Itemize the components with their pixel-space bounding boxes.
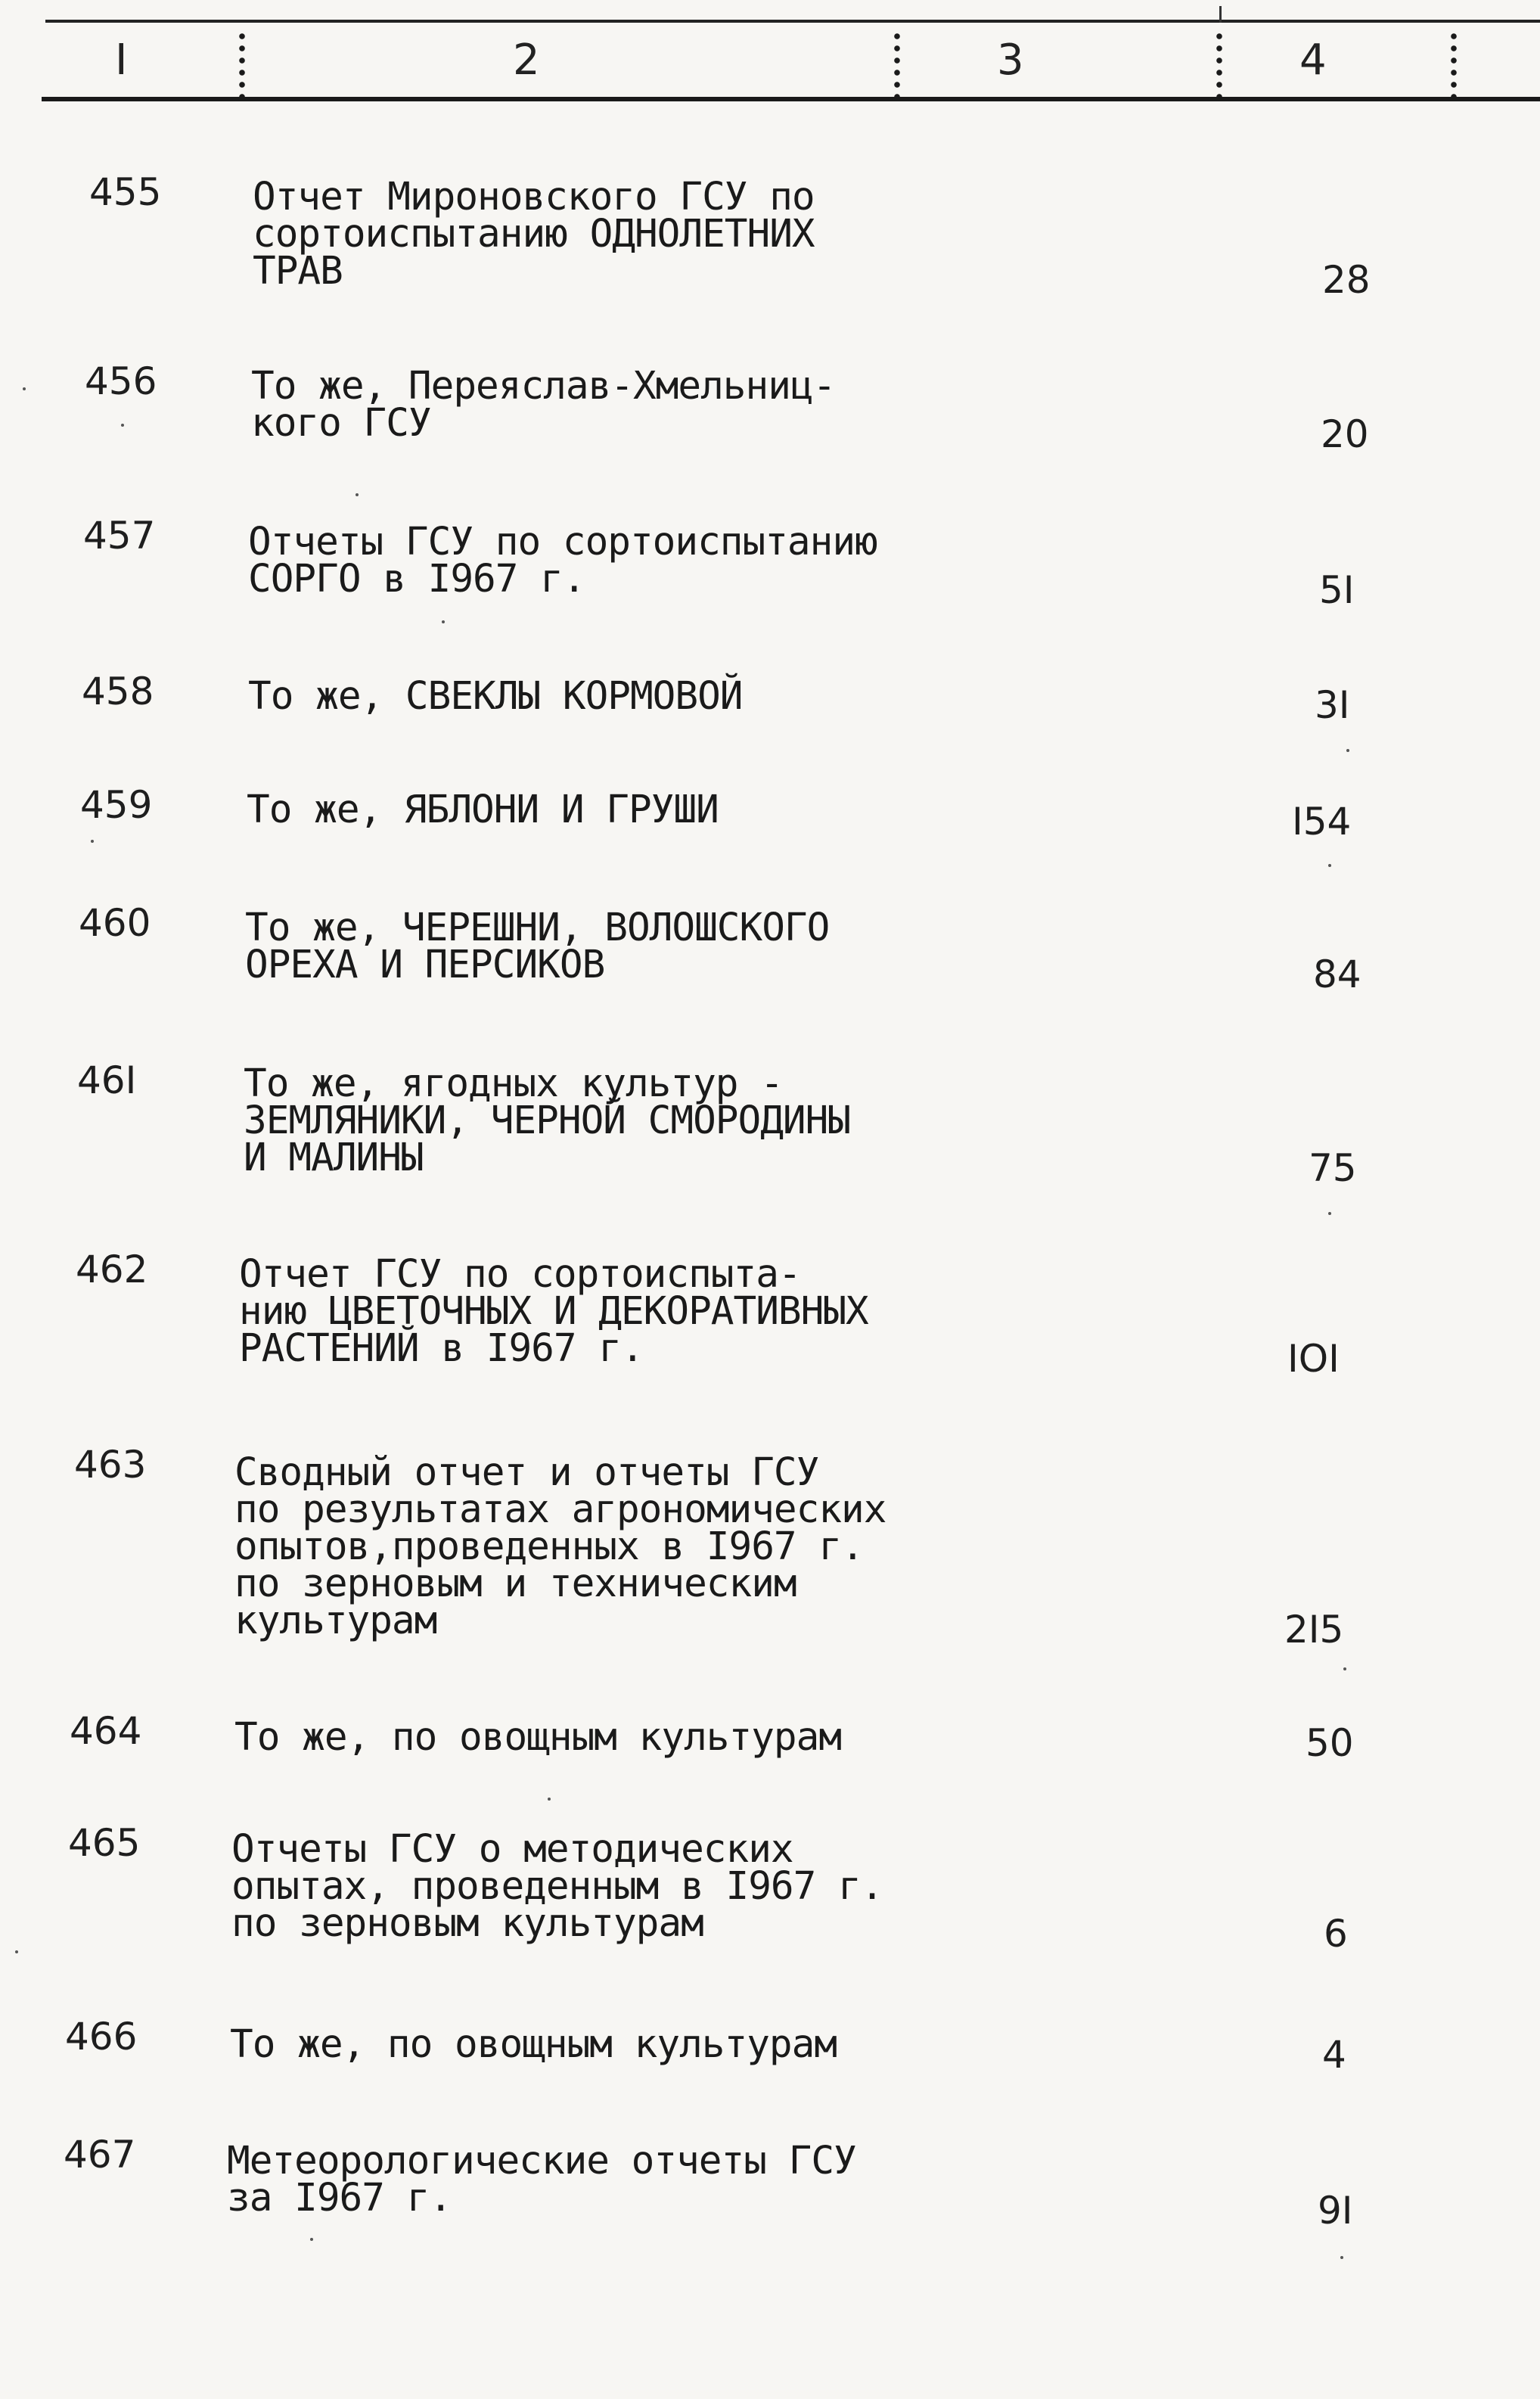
- entry-description: То же, Переяслав-Хмельниц- кого ГСУ: [251, 364, 836, 446]
- column-header-2: 2: [513, 36, 540, 85]
- header-top-rule: [45, 20, 1540, 23]
- scan-speck: [310, 2238, 313, 2241]
- entry-description: Отчет Мироновского ГСУ по сортоиспытанию ОДНОЛЕТНИХ ТРАВ: [253, 175, 815, 294]
- column-header-3: 3: [997, 36, 1024, 85]
- entry-sheet-count: 4: [1322, 2033, 1346, 2077]
- entry-number: 460: [79, 901, 151, 945]
- entry-number: 463: [74, 1443, 147, 1487]
- scan-speck: [1343, 1667, 1346, 1670]
- scan-speck: [91, 840, 94, 843]
- entry-description: То же, СВЕКЛЫ КОРМОВОЙ: [248, 674, 743, 719]
- entry-sheet-count: 9I: [1318, 2189, 1353, 2233]
- entry-sheet-count: 84: [1313, 952, 1361, 996]
- entry-sheet-count: 75: [1309, 1146, 1357, 1190]
- entry-number: 462: [76, 1248, 148, 1291]
- entry-sheet-count: 28: [1322, 258, 1371, 302]
- entry-description: Отчеты ГСУ по сортоиспытанию СОРГО в I967 г.: [248, 520, 877, 601]
- entry-number: 458: [82, 670, 154, 713]
- entry-description: Отчет ГСУ по сортоиспыта- нию ЦВЕТОЧНЫХ И ДЕКОРАТИВНЫХ РАСТЕНИЙ в I967 г.: [239, 1252, 868, 1371]
- column-separator-1: [239, 30, 245, 100]
- entry-sheet-count: 6: [1324, 1912, 1348, 1956]
- scan-speck: [23, 387, 26, 390]
- entry-number: 455: [89, 170, 162, 214]
- entry-number: 459: [80, 783, 153, 827]
- scan-speck: [356, 493, 359, 496]
- entry-number: 467: [64, 2133, 136, 2177]
- scan-speck: [15, 1950, 18, 1953]
- entry-number: 457: [83, 514, 156, 558]
- entry-number: 464: [70, 1709, 142, 1753]
- scan-speck: [442, 620, 445, 623]
- entry-number: 46I: [77, 1058, 137, 1102]
- entry-description: Сводный отчет и отчеты ГСУ по результатах агрономических опытов,проведенных в I967 г. по зерновым и техническим культурам: [234, 1450, 886, 1643]
- entry-sheet-count: IOI: [1287, 1337, 1340, 1381]
- entry-sheet-count: 20: [1321, 412, 1369, 456]
- column-header-4: 4: [1299, 36, 1327, 85]
- entry-description: То же, по овощным культурам: [234, 1715, 842, 1760]
- entry-description: То же, ягодных культур - ЗЕМЛЯНИКИ, ЧЕРНОЙ СМОРОДИНЫ И МАЛИНЫ: [244, 1061, 851, 1180]
- column-separator-4: [1451, 30, 1457, 100]
- entry-sheet-count: 3I: [1315, 683, 1350, 727]
- scan-speck: [1346, 749, 1349, 752]
- scan-speck: [1328, 1212, 1331, 1215]
- scan-speck: [1340, 2256, 1343, 2259]
- entry-sheet-count: 5I: [1319, 568, 1355, 612]
- column-separator-3: [1216, 30, 1222, 100]
- column-separator-2: [894, 30, 900, 100]
- entry-description: То же, по овощным культурам: [230, 2022, 837, 2067]
- entry-sheet-count: 2I5: [1284, 1608, 1344, 1652]
- scan-speck: [1328, 864, 1331, 867]
- entry-number: 466: [65, 2015, 138, 2059]
- header-tick-mark: [1219, 6, 1222, 23]
- entry-description: То же, ЯБЛОНИ И ГРУШИ: [247, 788, 719, 832]
- entry-sheet-count: 50: [1306, 1721, 1354, 1765]
- scan-speck: [548, 1798, 551, 1801]
- entry-description: То же, ЧЕРЕШНИ, ВОЛОШСКОГО ОРЕХА И ПЕРСИКОВ: [245, 906, 830, 987]
- entry-number: 456: [85, 359, 157, 403]
- entry-number: 465: [68, 1821, 141, 1865]
- scan-speck: [121, 424, 124, 427]
- entry-description: Отчеты ГСУ о методических опытах, проведенным в I967 г. по зерновым культурам: [231, 1827, 883, 1946]
- entry-description: Метеорологические отчеты ГСУ за I967 г.: [227, 2139, 856, 2220]
- column-header-1: I: [115, 36, 128, 85]
- entry-sheet-count: I54: [1292, 800, 1352, 844]
- header-bottom-rule: [42, 97, 1540, 101]
